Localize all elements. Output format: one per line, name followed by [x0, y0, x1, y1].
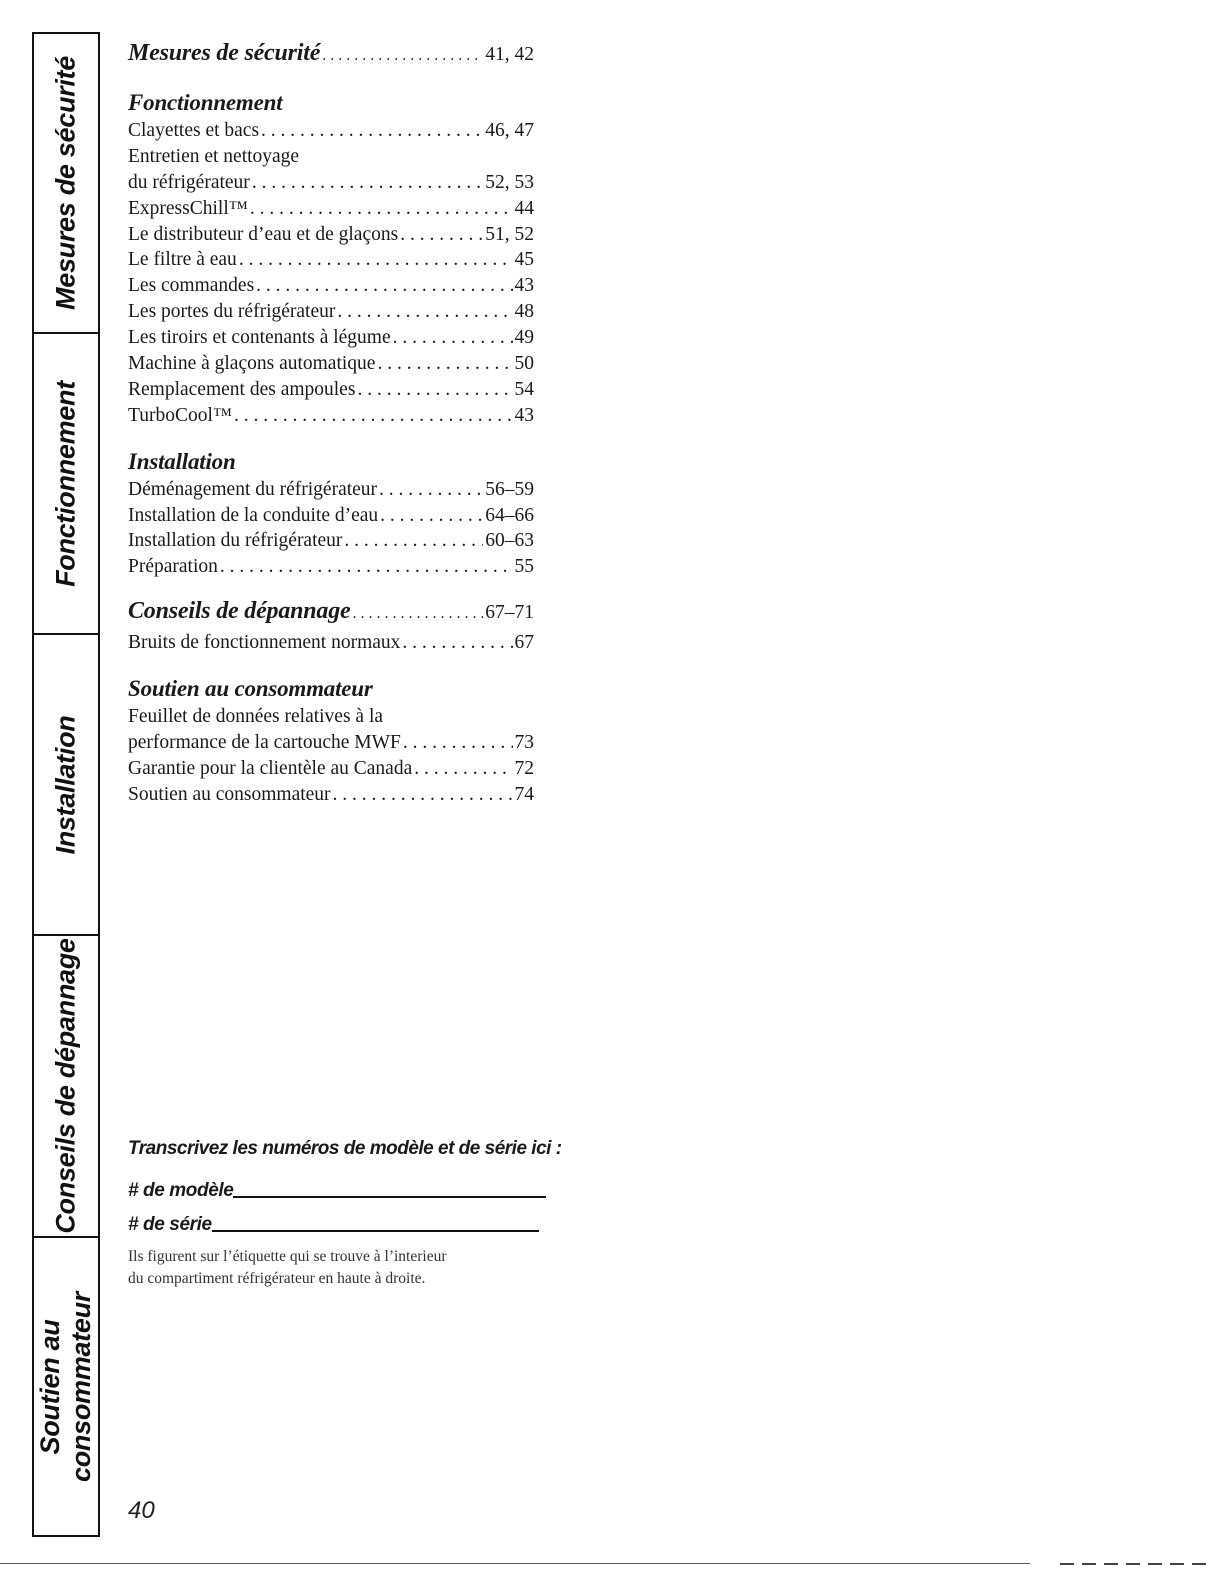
dot-leader — [256, 273, 512, 299]
toc-entry[interactable] — [128, 144, 534, 170]
tab-operating[interactable] — [34, 334, 98, 635]
dot-leader — [352, 605, 483, 623]
toc-section-troubleshooting[interactable] — [128, 598, 534, 630]
toc-section-title-support: Soutien au consommateur — [128, 676, 373, 702]
toc-entry-text: Garantie pour la clientèle au Canada — [128, 757, 413, 779]
dot-leader — [234, 403, 512, 429]
toc-entry-text: Le distributeur d’eau et de glaçons — [128, 223, 399, 245]
toc-page-ref: 49 — [514, 327, 534, 349]
toc-page-ref: 43 — [514, 404, 534, 426]
table-of-contents — [128, 40, 534, 808]
dot-leader — [333, 782, 513, 808]
page-number: 40 — [128, 1497, 155, 1524]
toc-page-ref: 74 — [514, 783, 534, 805]
model-number-field[interactable] — [128, 1168, 568, 1202]
toc-page-ref: 60–63 — [485, 530, 534, 552]
serial-number-label: # de série — [128, 1214, 212, 1235]
toc-page-ref: 44 — [514, 197, 534, 219]
dot-leader — [414, 756, 512, 782]
dot-leader — [322, 47, 483, 65]
model-number-line[interactable] — [233, 1196, 546, 1198]
tab-operating-label: Fonctionnement — [50, 380, 81, 587]
dot-leader — [400, 222, 483, 248]
dot-leader — [380, 503, 483, 529]
toc-page-ref: 45 — [514, 249, 534, 271]
toc-entry-text: du réfrigérateur — [128, 171, 250, 193]
toc-page-ref: 67 — [514, 632, 534, 654]
toc-page-ref: 55 — [514, 556, 534, 578]
tab-safety-label: Mesures de sécurité — [50, 56, 81, 310]
dot-leader — [220, 554, 513, 580]
toc-page-ref: 56–59 — [485, 478, 534, 500]
toc-entry-text: Déménagement du réfrigérateur — [128, 478, 378, 500]
dot-leader — [379, 477, 483, 503]
toc-entry[interactable] — [128, 377, 534, 403]
toc-entry-text: Remplacement des ampoules — [128, 378, 356, 400]
toc-entry-text: Le filtre à eau — [128, 249, 237, 271]
toc-entry[interactable] — [128, 170, 534, 196]
dot-leader — [337, 299, 512, 325]
tab-consumer-support-line2: consommateur — [66, 1291, 96, 1482]
tab-consumer-support-label — [35, 1292, 97, 1482]
toc-page-ref: 73 — [514, 732, 534, 754]
toc-entry[interactable] — [128, 503, 534, 529]
toc-entry[interactable] — [128, 782, 534, 808]
dot-leader — [250, 196, 513, 222]
dot-leader — [357, 377, 512, 403]
dot-leader — [261, 118, 483, 144]
model-number-label: # de modèle — [128, 1180, 234, 1201]
tab-installation-label: Installation — [50, 715, 81, 854]
toc-entry-text: TurboCool™ — [128, 404, 233, 426]
dot-leader — [393, 325, 513, 351]
toc-section-safety[interactable] — [128, 40, 534, 72]
tab-troubleshooting[interactable] — [34, 936, 98, 1238]
tab-troubleshooting-label: Conseils de dépannage — [50, 938, 81, 1234]
dot-leader — [344, 528, 483, 554]
toc-entry-text: Préparation — [128, 556, 218, 578]
dot-leader — [377, 351, 512, 377]
toc-entry-text: Les portes du réfrigérateur — [128, 301, 336, 323]
dot-leader — [402, 630, 512, 656]
toc-entry[interactable] — [128, 118, 534, 144]
toc-entry-text: Machine à glaçons automatique — [128, 353, 376, 375]
toc-entry-text: performance de la cartouche MWF — [128, 732, 401, 754]
toc-entry[interactable] — [128, 730, 534, 756]
tab-consumer-support-line1: Soutien au — [35, 1318, 65, 1455]
toc-entry[interactable] — [128, 403, 534, 429]
toc-page-ref: 43 — [514, 275, 534, 297]
toc-page-ref: 64–66 — [485, 504, 534, 526]
page-bottom-marks — [1060, 1563, 1213, 1565]
toc-entry-text: Soutien au consommateur — [128, 783, 331, 805]
tab-safety[interactable] — [34, 34, 98, 334]
toc-page-ref: 67–71 — [485, 602, 534, 624]
dot-leader — [252, 170, 483, 196]
record-note-line2: du compartiment réfrigérateur en haute à droite. — [128, 1270, 426, 1287]
page-bottom-rule — [0, 1563, 1030, 1564]
toc-entry[interactable] — [128, 196, 534, 222]
toc-page-ref: 48 — [514, 301, 534, 323]
toc-entry[interactable] — [128, 528, 534, 554]
toc-entry[interactable] — [128, 222, 534, 248]
toc-entry-text: Bruits de fonctionnement normaux — [128, 632, 401, 654]
toc-entry[interactable] — [128, 704, 534, 730]
toc-entry[interactable] — [128, 756, 534, 782]
toc-page-ref: 50 — [514, 353, 534, 375]
toc-entry[interactable] — [128, 247, 534, 273]
dot-leader — [403, 730, 513, 756]
toc-section-title-operating: Fonctionnement — [128, 90, 283, 115]
section-tab-rail — [32, 32, 100, 1537]
serial-number-field[interactable] — [128, 1202, 568, 1236]
serial-number-line[interactable] — [212, 1230, 539, 1232]
toc-entry[interactable] — [128, 325, 534, 351]
toc-entry-text: Les commandes — [128, 275, 255, 297]
toc-page-ref: 52, 53 — [485, 171, 534, 193]
toc-page-ref: 51, 52 — [485, 223, 534, 245]
tab-consumer-support[interactable] — [34, 1238, 98, 1535]
toc-page-ref: 72 — [514, 757, 534, 779]
toc-entry-text: Clayettes et bacs — [128, 120, 260, 141]
record-note-line1: Ils figurent sur l’étiquette qui se trouve à l’interieur — [128, 1248, 447, 1265]
toc-page-ref: 46, 47 — [485, 120, 534, 141]
toc-entry-text: Installation de la conduite d’eau — [128, 504, 379, 526]
toc-entry-text: Feuillet de données relatives à la — [128, 706, 384, 728]
toc-entry[interactable] — [128, 299, 534, 325]
toc-entry-text: Installation du réfrigérateur — [128, 530, 343, 552]
toc-page-ref: 54 — [514, 378, 534, 400]
model-serial-record — [128, 1138, 568, 1236]
dot-leader — [239, 247, 513, 273]
toc-section-title: Conseils de dépannage — [128, 598, 351, 625]
record-note — [128, 1246, 568, 1290]
toc-page-ref: 41, 42 — [485, 44, 534, 65]
toc-section-title: Mesures de sécurité — [128, 40, 321, 66]
toc-entry-text: Entretien et nettoyage — [128, 145, 300, 167]
toc-entry[interactable] — [128, 477, 534, 503]
tab-installation[interactable] — [34, 635, 98, 936]
record-instructions: Transcrivez les numéros de modèle et de série ici : — [128, 1138, 562, 1159]
toc-entry-text: ExpressChill™ — [128, 197, 248, 219]
toc-section-title-installation: Installation — [128, 448, 236, 474]
toc-entry[interactable] — [128, 554, 534, 580]
toc-entry[interactable] — [128, 630, 534, 656]
toc-entry-text: Les tiroirs et contenants à légume — [128, 327, 391, 349]
toc-entry[interactable] — [128, 273, 534, 299]
toc-entry[interactable] — [128, 351, 534, 377]
